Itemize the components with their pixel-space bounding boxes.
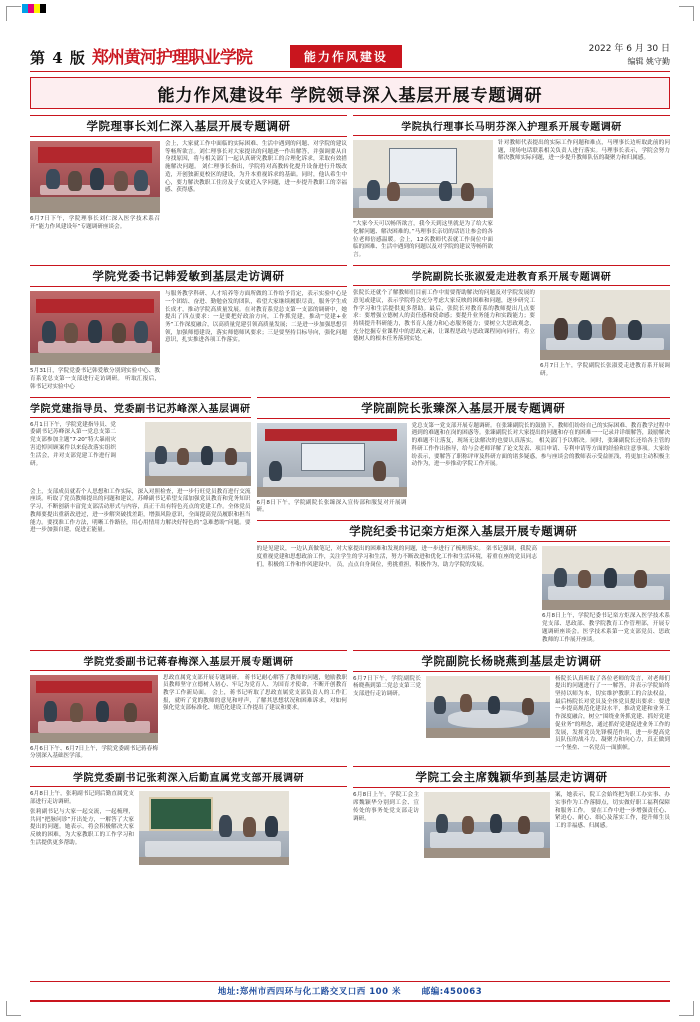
editor-credit: 编辑 姚守勤 bbox=[627, 57, 670, 66]
article-title: 学院党委书记韩爱敏到基层走访调研 bbox=[92, 269, 285, 284]
article-photo bbox=[30, 291, 160, 365]
article-block bbox=[257, 397, 671, 516]
article-block bbox=[257, 520, 671, 644]
article-body: 张莉副书记与大家一起交流，一起梳理，共同“把脉问诊”开出处方，一解答了大家提出的问题。她表示，将会积极解决大家反映的困难，为大家教职工的工作学习和生活提供更多帮助。 bbox=[30, 808, 134, 846]
article-photo bbox=[30, 675, 158, 743]
article-body: 思政直属党支部开展专题调研。 蒋书记耐心解答了教师的问题，勉励教职员教师坚守立德树人初心、牢记为党育人、为国育才使命，不断开创教育教学工作新局面。 会上，蒋书记听取了思政直属党支部负责人的工作汇报，就听了党的教师的意见和呼声，了解其思想状况和困难诉求，对如何强化党支部标准化、规范化建设工作提出了建议和要求。 bbox=[163, 674, 347, 712]
photo-caption: 6月7日上午，学院副院长张淑爱走进教育系开展调研。 bbox=[540, 363, 670, 377]
article-block bbox=[30, 650, 347, 762]
photo-caption: 6月7日下午，学院副院长杨晓燕到第二党总支第三党支部进行走访调研。 bbox=[353, 675, 421, 698]
crop-mark-bottom-right bbox=[679, 1001, 694, 1016]
article-title: 学院副院长杨晓燕到基层走访调研 bbox=[421, 653, 602, 668]
article-photo bbox=[257, 423, 407, 497]
crop-mark-top-right bbox=[679, 6, 694, 21]
article-body: 会上，支部成员就若个人思想和工作实际，深入对照检查，进一步行旺党员教育进行交流座谈。听取了党员教师提出的问题和建议。苏峰副书记希望支部加强党员教育和党务知识学习，不断创新丰富党支部活动形式与内容，真正干出有特色亮点的党建工作。全体党员教师要提出重新改进过，进一步解突破找差距，增强风险意识，全面提高党员履职和担当能力。要找准工作方法，明晰工作路径，用心用情用力解决好特色的“急难愁盼”问题。要进一步加强自建，促进正能量。 bbox=[30, 488, 251, 534]
article-title: 学院党委副书记张莉深入后勤直属党支部开展调研 bbox=[73, 773, 304, 785]
footer-address: 地址:郑州市西四环与化工路交叉口西 100 米 bbox=[217, 987, 401, 997]
article-block bbox=[353, 650, 670, 753]
article-title: 学院党建指导员、党委副书记苏峰深入基层调研 bbox=[30, 403, 251, 415]
footer-contact bbox=[30, 982, 670, 997]
article-block bbox=[353, 265, 670, 379]
article-photo bbox=[139, 791, 289, 865]
article-photo bbox=[426, 676, 550, 738]
publish-date: 2022 年 6 月 30 日 bbox=[588, 43, 670, 54]
article-title: 学院理事长刘仁深入基层开展专题调研 bbox=[86, 119, 291, 133]
article-block bbox=[353, 766, 670, 858]
article-photo bbox=[353, 140, 493, 218]
article-block bbox=[30, 397, 251, 535]
crop-mark-bottom-left bbox=[6, 1001, 21, 1016]
article-photo bbox=[540, 290, 670, 360]
main-headline-banner bbox=[30, 77, 670, 109]
photo-caption: 6月6日下午、6月7日上午，学院党委副书记蒋春梅分别深入基础医学部。 bbox=[30, 745, 158, 760]
article-body: 张院长还就个了解教师们目前工作中需要帮助解决的问题及对学院发展的意见或建议，表示学院将会充分考虑大家反映的困难和问题，逐步研究工作学习和生活提供更多帮助。最后，张院长对教育系的教师提出几点要求：要增强立德树人的责任感和使命感；要提升业务能力和实践能力；要持续提升科研能力，教书育人能力和心态服务能力；要树立大思政观念，充分挖掘专业课程中的思政元素，让课程思政与思政课程同向同行，将立德树人的根本任务落到实处。 bbox=[353, 290, 535, 343]
publication-logo: 郑州黄河护理职业学院 bbox=[91, 48, 252, 68]
article-block bbox=[30, 766, 347, 865]
article-title: 学院工会主席魏颖华到基层走访调研 bbox=[415, 770, 608, 785]
article-photo bbox=[424, 792, 550, 858]
photo-caption: 6月8日上午，学院纪委书记栾方炬深入医学技术系党支部、思政部、教学院教育工作管理部，开展专题调研座谈会。医学技术系第一党支部党员、思政教师的工作展开座谈。 bbox=[542, 613, 670, 643]
article-title: 学院执行理事长马明芬深入护理系开展专题调研 bbox=[401, 122, 622, 133]
article-body: 党总支第一党支部开展专题调研。在张臻副院长的鼓励下，教师们纷纷自己的实际困难、教育教学过程中遇到的难题和在岗的困惑等。张臻副院长对大家提出的问题和存在的困难一一记录并详细解答，鼓励解决的难题不让落复，现场无法解决的也要认真落实。 相关部门予以解决。同时，张臻副院长还给各主管的科研工作作出指导，给与会老师详解了论文发表、项目申请、专利申请等方面的经验和注意事项。大家纷纷表示，要解答了职称评审及科研方面的诸多疑惑，参与座谈会的教师表示受益匪浅，将更加主动积极主动作为，进一步推动学院工作开展。 bbox=[411, 422, 670, 468]
page-content bbox=[30, 34, 670, 994]
masthead-rule bbox=[30, 71, 670, 72]
article-block bbox=[30, 265, 347, 391]
article-body: 案，她表示，院工会始终把为职工办实事、办实事作为工作落脚点，切实做好职工福利保障和服务工作。 要在工作中进一步增强责任心、紧迫心、耐心、细心及落实工作，提升师生员工的幸福感、归属感。 bbox=[555, 792, 670, 830]
photo-caption: 6月8日上午，张莉副书记到后勤直属党支部进行走访调研。 bbox=[30, 791, 134, 806]
masthead bbox=[30, 34, 670, 68]
page-title: 能力作风建设年 学院领导深入基层开展专题调研 bbox=[157, 85, 543, 106]
print-color-bar bbox=[22, 4, 46, 13]
article-body: 与服务教学科研、人才培养等方面所做的工作给予肯定，表示实验中心是一个团结、奋进、勤勉奋发的团队，希望大家继续履职尽责，服务学生成长成才，推动学院高质量发展。在对教育系党总支第一支部的调研中，她提出了四点要求：一是要把好政治方向，工作抓党建，推动“党建+业务”工作深度融合，以高质量党建引领高质量发展；二是进一步加强思想引领，加强师德建设，落实师德师风要求；三是要坚持目标导向，强化问题意识，扎实推进各项工作落实。 bbox=[165, 291, 347, 344]
article-title: 学院副院长张臻深入基层开展专题调研 bbox=[361, 400, 566, 415]
article-photo bbox=[30, 141, 160, 213]
masthead-meta bbox=[589, 43, 670, 69]
article-body: 针对教师代表提出的实际工作问题和难点，马理事长边听取此前的问题，现场电话联系相关负责人进行落实。马理事长表示，学院会努力解决教师实际问题，进一步提升教师队伍的凝聚力和归属感。 bbox=[498, 140, 670, 162]
photo-caption: 6月7日下午，学院理事长刘仁深入医学技术系召开“能力作风建设年”专题调研座谈会。 bbox=[30, 216, 160, 230]
article-title: 学院副院长张淑爱走进教育系开展专题调研 bbox=[411, 272, 612, 284]
article-grid bbox=[30, 115, 670, 870]
photo-caption: 6月1日下午，学院党建指导员、党委副书记苏峰深入第一党总支第二党支部参加主题“7·20”特大暴雨灾害追悼回顾案件以来促改落实组织生活会，并对支部党建工作进行调研。 bbox=[30, 421, 116, 467]
footer-postcode: 邮编:450063 bbox=[421, 987, 483, 997]
page-footer bbox=[30, 981, 670, 1002]
section-tag: 能力作风建设 bbox=[290, 45, 402, 68]
photo-caption: 5月31日，学院党委书记韩爱敏分别到实验中心、教育系党总支第一支部进行走访调研。 听取汇报后，韩书记对实验中心 bbox=[30, 368, 160, 390]
article-body: 的是见建议，一边认真做笔记，对大家提出的困难和发现的问题，进一步进行了梳理落实。 栾书记强调，我院高度重视党建和思想政治工作，关注学生的学习和生活，努力不断改进和优化工作和生活环境，着重在座的党员同志们，积极的工作和作风建设中。 员，点点自身岗位，勇挑重担，积极作为，助力学院的发展。 bbox=[256, 546, 537, 568]
edition-label: 第 4 版 bbox=[30, 49, 86, 67]
article-body: 杨院长认真听取了各位老师的发言，对老师们提出的问题进行了一一解答，并表示学院始终坚持以师为本，切实维护教职工的合法权益，最后杨院长对党员及全体党员提出要求：要进一步提高规范化建设水平，推动党建和业务工作深度融合，树立“围绕业务抓党建、抓好党建促业务”的理念，通过抓好党建促进业务工作的发展，发挥党员先锋模范作用，进一步提高党员队伍的战斗力、凝聚力和向心力，真正做到一个堡垒、一名党员一面旗帜。 bbox=[555, 675, 670, 752]
article-title: 学院党委副书记蒋春梅深入基层开展专题调研 bbox=[83, 656, 294, 668]
article-photo bbox=[542, 546, 670, 610]
photo-caption: 6月8日下午，学院副院长张臻深入宣传部和服复对开展调研。 bbox=[256, 499, 407, 514]
article-photo bbox=[145, 422, 251, 486]
article-title: 学院纪委书记栾方炬深入基层开展专题调研 bbox=[349, 524, 578, 539]
article-block bbox=[353, 115, 670, 260]
crop-mark-top-left bbox=[6, 6, 21, 21]
footer-bar bbox=[30, 1000, 670, 1002]
article-body: 会上，大家就工作中面临的实际困难、生活中遇到的问题、对学院的建议等畅所欲言。刘仁理事长对大家提出的问题逐一作出解答，并强调要从自身找原因，将与相关部门一起认真研究教职工的合理化诉求，采取有效措施解决问题。 刘仁理事长指出，学院将对高教转化提升设备进行升级改造，开创独新更校区的建设，为升本重视诉求的基础。同时，他认希生中心，要力解决教职工住房及子女就近入学问题，进一步提升教职工的幸福感、获得感。 bbox=[165, 141, 347, 194]
photo-caption: 6月8日上午，学院工会主席魏颖华分别到工会、宣传处的事务处党支部走访调研。 bbox=[353, 792, 419, 822]
article-block bbox=[30, 115, 347, 232]
photo-caption: “大家今天可以畅所欲言，我今天到这里就是为了给大家化解问题、解决困难的。”马理事长亲切的话语让参会的各位老师倍感温暖。会上，12名教师代表就工作岗位中面临的困难、生活中遇到的问题以及对学院的建议等畅所欲言。 bbox=[353, 221, 493, 259]
